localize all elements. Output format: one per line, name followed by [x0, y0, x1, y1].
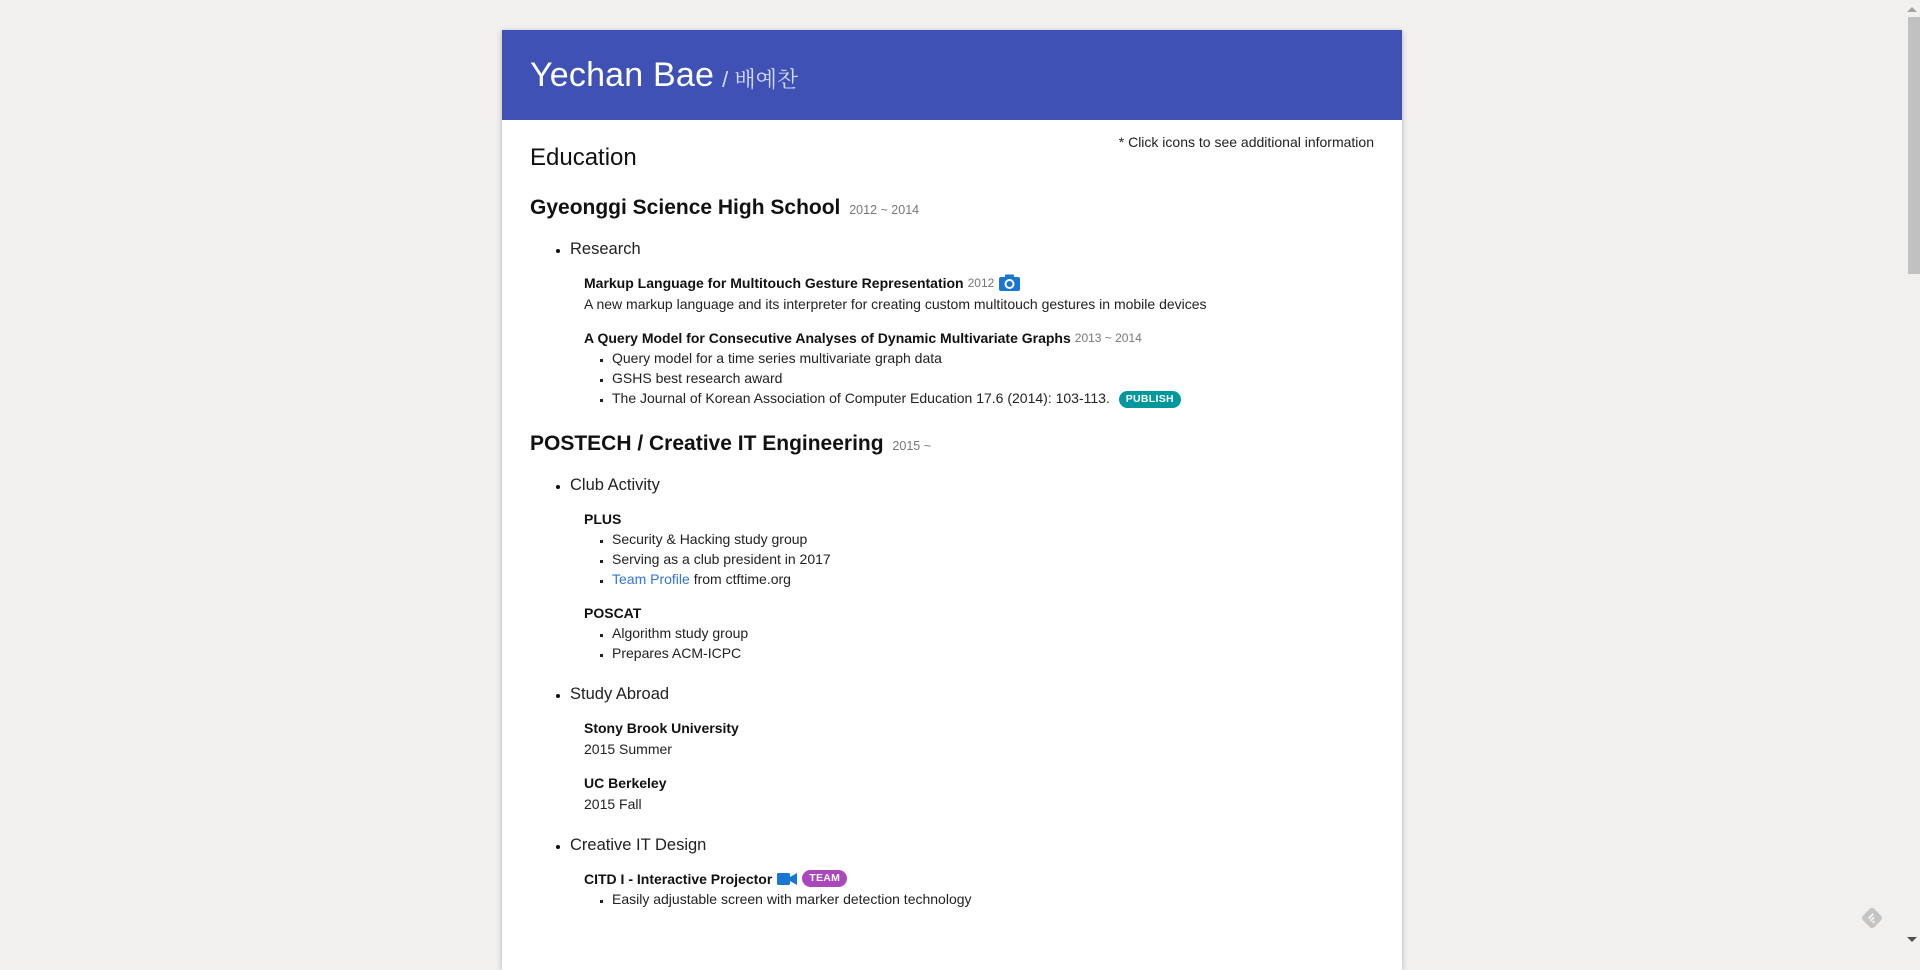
entry-title-text: CITD I - Interactive Projector	[584, 870, 773, 887]
vertical-scrollbar[interactable]	[1903, 0, 1920, 949]
publication-citation: The Journal of Korean Association of Computer Education 17.6 (2014): 103-113.	[612, 390, 1110, 406]
study-abroad-entry	[584, 718, 1374, 759]
category-list	[530, 476, 1374, 909]
category-list	[530, 240, 1374, 408]
category-study-abroad	[570, 685, 1374, 814]
entry-title	[584, 869, 1374, 888]
school-years: 2012 ~ 2014	[849, 203, 920, 217]
entry-description: A new markup language and its interpreter for creating custom multitouch gestures in mobile devices	[584, 296, 1207, 312]
bullet-item	[612, 388, 1374, 408]
entry-description: 2015 Fall	[584, 796, 642, 812]
club-entry	[584, 509, 1374, 589]
school-heading	[530, 432, 1374, 456]
bullet-item	[612, 569, 1374, 589]
category-creative-it-design	[570, 836, 1374, 909]
category-label: • Creative IT Design	[570, 836, 707, 854]
bullet-item: ▪ Query model for a time series multivariate graph data	[612, 348, 1374, 368]
school-heading	[530, 196, 1374, 220]
scroll-down-arrow-icon[interactable]	[1907, 937, 1917, 942]
school-name: POSTECH / Creative IT Engineering	[530, 432, 884, 455]
publish-badge[interactable]: PUBLISH	[1119, 391, 1181, 408]
entry-title-text: UC Berkeley	[584, 774, 667, 791]
entry-title	[584, 718, 1374, 737]
category-label: • Research	[570, 240, 641, 258]
entry-bullets	[584, 889, 1374, 909]
video-camera-icon[interactable]	[777, 872, 797, 886]
entry-title-text: POSCAT	[584, 604, 642, 621]
category-label: • Study Abroad	[570, 685, 670, 703]
camera-icon[interactable]	[999, 274, 1020, 291]
research-entry	[584, 273, 1374, 314]
page-title: Yechan Bae	[530, 55, 715, 94]
entry-title-text: Stony Brook University	[584, 719, 739, 736]
entry-title-text: A Query Model for Consecutive Analyses of Dynamic Multivariate Graphs	[584, 329, 1071, 346]
bullet-item: ▪ GSHS best research award	[612, 368, 1374, 388]
bullet-item: ▪ Security & Hacking study group	[612, 529, 1374, 549]
bullet-item: ▪ Prepares ACM-ICPC	[612, 643, 1374, 663]
entry-title	[584, 603, 1374, 622]
bullet-item: ▪ Serving as a club president in 2017	[612, 549, 1374, 569]
entry-title	[584, 773, 1374, 792]
entry-title	[584, 328, 1374, 347]
link-suffix: from ctftime.org	[689, 571, 791, 587]
entry-title	[584, 509, 1374, 528]
school-years: 2015 ~	[892, 439, 932, 453]
project-entry	[584, 869, 1374, 909]
entry-bullets	[584, 529, 1374, 589]
bullet-item: ▪ Algorithm study group	[612, 623, 1374, 643]
research-entry	[584, 328, 1374, 408]
team-badge[interactable]: TEAM	[802, 870, 847, 887]
resume-panel	[502, 30, 1402, 970]
entry-bullets	[584, 348, 1374, 408]
entry-title	[584, 273, 1374, 292]
bullet-item: ▪ Easily adjustable screen with marker detection technology	[612, 889, 1374, 909]
club-entry	[584, 603, 1374, 663]
study-abroad-entry	[584, 773, 1374, 814]
category-research	[570, 240, 1374, 408]
page-header	[502, 30, 1402, 120]
category-label: • Club Activity	[570, 476, 660, 494]
entry-title-text: PLUS	[584, 510, 622, 527]
entry-years: 2012	[967, 275, 995, 290]
entry-description: 2015 Summer	[584, 741, 672, 757]
team-profile-link[interactable]: Team Profile	[612, 571, 690, 587]
category-club-activity	[570, 476, 1374, 663]
entry-title-text: Markup Language for Multitouch Gesture Representation	[584, 274, 964, 291]
entry-years: 2013 ~ 2014	[1074, 330, 1142, 345]
feedly-icon[interactable]	[1860, 906, 1884, 930]
entry-bullets	[584, 623, 1374, 663]
scroll-thumb[interactable]	[1908, 17, 1920, 274]
section-title-education: Education	[530, 144, 637, 171]
resume-content	[502, 120, 1402, 909]
korean-name: / 배예찬	[722, 66, 799, 92]
icon-hint: * Click icons to see additional information	[1118, 134, 1374, 150]
school-name: Gyeonggi Science High School	[530, 196, 841, 219]
scroll-up-arrow-icon[interactable]	[1907, 7, 1917, 12]
